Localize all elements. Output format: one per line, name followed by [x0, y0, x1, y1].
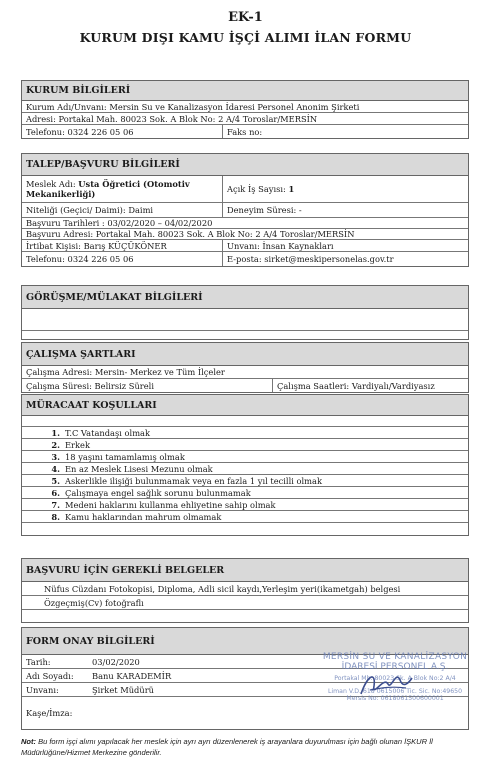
criteria-number: 2. — [51, 439, 60, 450]
approval-date-label: Tarih: — [26, 656, 51, 667]
criteria-item — [22, 427, 468, 439]
criteria-item — [22, 475, 468, 487]
request-header: TALEP/BAŞVURU BİLGİLERİ — [22, 154, 468, 176]
form-code: EK-1 — [228, 10, 263, 25]
contact-title: Unvanı: İnsan Kaynakları — [222, 240, 468, 251]
stamp-line-1: MERSİN SU VE KANALİZASYON — [322, 652, 468, 662]
interview-empty-row — [22, 309, 468, 331]
criteria-text: Askerlikle ilişiği bulunmamak veya en fazla 1 yıl tecilli olmak — [65, 475, 323, 486]
work-duration: Çalışma Süresi: Belirsiz Süreli — [26, 380, 154, 391]
criteria-item — [22, 511, 468, 523]
contact-phone: Telefonu: 0324 226 05 06 — [26, 254, 134, 264]
contact-phone-row — [22, 252, 468, 266]
criteria-number: 6. — [51, 487, 60, 498]
footer-note — [21, 736, 473, 758]
institution-header: KURUM BİLGİLERİ — [22, 81, 468, 101]
approval-name-value: Banu KARADEMİR — [92, 670, 172, 681]
criteria-text: Çalışmaya engel sağlık sorunu bulunmamak — [65, 487, 251, 498]
occupation-value-line2: Mekanikerliği) — [26, 189, 96, 199]
criteria-item — [22, 451, 468, 463]
criteria-text: 18 yaşını tamamlamış olmak — [65, 451, 185, 462]
institution-phone: Telefonu: 0324 226 05 06 — [26, 126, 134, 137]
approval-title-value: Şirket Müdürü — [92, 684, 155, 695]
stamp-line-2: İDARESİ PERSONEL A.Ş. — [341, 662, 449, 672]
criteria-number: 7. — [51, 499, 60, 510]
criteria-number: 3. — [51, 451, 60, 462]
request-section — [21, 153, 469, 267]
criteria-text: Erkek — [65, 439, 90, 450]
criteria-spacer-row — [22, 416, 468, 427]
approval-date-value: 03/02/2020 — [92, 656, 140, 667]
probation-period: Deneyim Süresi: - — [222, 203, 468, 217]
criteria-number: 1. — [51, 427, 60, 438]
institution-address: Adresi: Portakal Mah. 80023 Sok. A Blok No: 2 A/4 Toroslar/MERSİN — [22, 113, 468, 125]
contact-person: İrtibat Kişisi: Barış KÜÇÜKÖNER — [26, 240, 167, 251]
criteria-number: 5. — [51, 475, 60, 486]
openings-field — [222, 176, 468, 202]
criteria-header: MÜRACAAT KOŞULLARI — [22, 395, 468, 416]
documents-header: BAŞVURU İÇİN GEREKLİ BELGELER — [22, 559, 468, 582]
criteria-text: T.C Vatandaşı olmak — [65, 427, 151, 438]
form-title: KURUM DIŞI KAMU İŞÇİ ALIMI İLAN FORMU — [79, 30, 412, 45]
occupation-label: Meslek Adı: — [26, 179, 76, 189]
criteria-text: Kamu haklarından mahrum olmamak — [65, 511, 222, 522]
occupation-row — [22, 176, 468, 203]
stamp-line-3: Portakal Mh. 80023 Sk. A Blok No:2 A/4 — [334, 675, 456, 682]
institution-section — [21, 80, 469, 139]
occupation-value: Usta Öğretici (Otomotiv — [78, 179, 190, 189]
note-label: Not: — [21, 737, 36, 746]
criteria-spacer-row — [22, 523, 468, 535]
interview-section — [21, 285, 469, 340]
criteria-number: 4. — [51, 463, 60, 474]
application-address: Başvuru Adresi: Portakal Mah. 80023 Sok. A Blok No: 2 A/4 Toroslar/MERSİN — [22, 229, 468, 240]
approval-header: FORM ONAY BİLGİLERİ — [22, 628, 468, 655]
criteria-item — [22, 487, 468, 499]
openings-label: Açık İş Sayısı: — [227, 184, 286, 194]
institution-contact-row — [22, 125, 468, 138]
contact-email: E-posta: sirket@meskipersonelas.gov.tr — [222, 252, 468, 266]
approval-sign-label: Kaşe/İmza: — [26, 708, 73, 718]
documents-section — [21, 558, 469, 623]
openings-value: 1 — [288, 184, 295, 194]
work-hours: Çalışma Saatleri: Vardiyalı/Vardiyasız — [272, 379, 468, 392]
interview-empty-row-2 — [22, 331, 468, 339]
approval-title-label: Unvanı: — [26, 684, 59, 695]
conditions-section — [21, 342, 469, 393]
approval-name-label: Adı Soyadı: — [26, 670, 74, 681]
stamp-line-5: Mersis No: 0618061500600001 — [346, 695, 444, 702]
job-nature: Niteliği (Geçici/ Daimi): Daimi — [26, 205, 154, 215]
criteria-number: 8. — [51, 511, 60, 522]
criteria-text: En az Meslek Lisesi Mezunu olmak — [65, 463, 213, 474]
nature-row — [22, 203, 468, 218]
documents-spacer-row — [22, 610, 468, 622]
contact-row — [22, 240, 468, 252]
application-dates: Başvuru Tarihleri : 03/02/2020 – 04/02/2020 — [22, 218, 468, 229]
criteria-item — [22, 463, 468, 475]
documents-line-2: Özgeçmiş(Cv) fotoğraflı — [22, 596, 468, 610]
criteria-item — [22, 499, 468, 511]
note-text: Bu form işçi alımı yapılacak her meslek için ayrı ayrı düzenlenerek iş arayanlara duyurulması için bağlı olunan İŞKUR İl Müdürlüğüne/Hizmet Merkezine gönderilir. — [21, 737, 433, 757]
conditions-header: ÇALIŞMA ŞARTLARI — [22, 343, 468, 366]
signature-icon — [356, 664, 416, 704]
work-terms-row — [22, 379, 468, 392]
criteria-item — [22, 439, 468, 451]
occupation-field — [26, 176, 222, 202]
criteria-section — [21, 394, 469, 536]
documents-line-1: Nüfus Cüzdanı Fotokopisi, Diploma, Adli sicil kaydı,Yerleşim yeri(ikametgah) belgesi — [22, 582, 468, 596]
institution-name: Kurum Adı/Unvanı: Mersin Su ve Kanalizasyon İdaresi Personel Anonim Şirketi — [22, 101, 468, 113]
criteria-text: Medeni haklarını kullanma ehliyetine sahip olmak — [65, 499, 276, 510]
interview-header: GÖRÜŞME/MÜLAKAT BİLGİLERİ — [22, 286, 468, 309]
work-address: Çalışma Adresi: Mersin- Merkez ve Tüm İlçeler — [22, 366, 468, 379]
institution-fax: Faks no: — [222, 125, 468, 138]
stamp-line-4: Liman V.D. 618 0615006 Tic. Sic. No:49650 — [327, 688, 463, 695]
